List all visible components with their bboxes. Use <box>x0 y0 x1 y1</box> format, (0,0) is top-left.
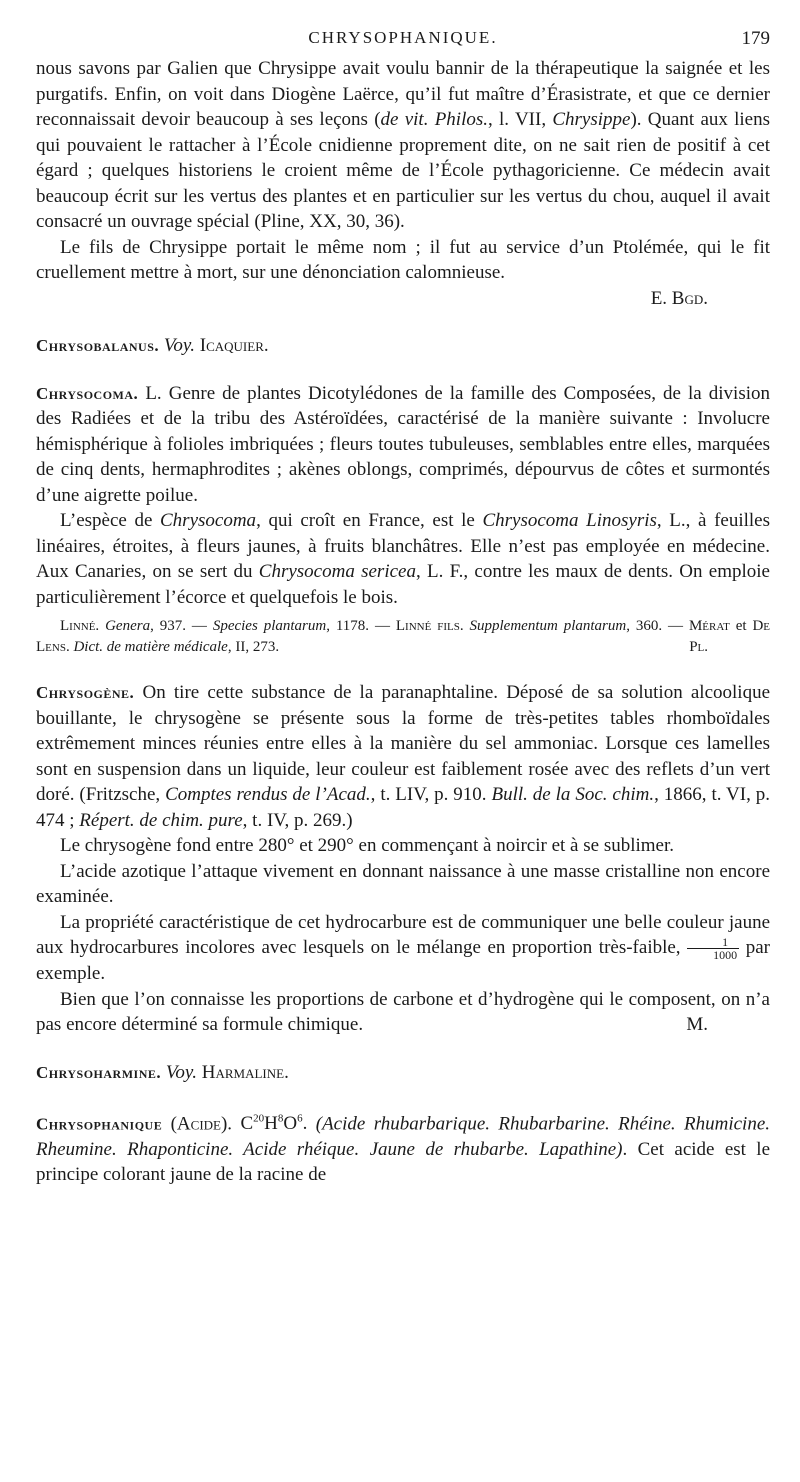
entry-chrysobalanus <box>36 333 770 359</box>
text: , qui croît en France, est le <box>256 510 483 531</box>
text: ). Quant aux liens qui pouvaient le rattacher à l’École cnidienne proprement dite, on ne sait rien de positif à cet égard ; quelques historiens le croient même de l’École pythagoricienne. Ce médecin avait beaucoup écrit sur les vertus des plantes et en particulier sur les vertus du chou, auquel il avait consacré un ouvrage spécial (Pline, XX, 30, 36). <box>36 109 771 232</box>
taxon: Chrysocoma sericea <box>258 561 416 582</box>
text: , L. F., contre les maux de dents. On emploie particulièrement l’écorce et quelquefois le bois. <box>36 561 770 608</box>
reference-title: Chrysippe <box>552 109 631 130</box>
headword: Chrysocoma. <box>36 383 139 403</box>
fraction-denominator: 1000 <box>713 948 738 963</box>
reference-title: de vit. Philos. <box>380 109 489 130</box>
entry-paragraph <box>36 910 770 987</box>
cross-reference: Harmaline. <box>201 1061 289 1083</box>
text: nous savons par Galien que Chrysippe avait voulu bannir de la thérapeutique la saignée et les purgatifs. Enfin, on voit dans Diogène Laërce, qu’il fut maître d’Érasistrate, et que ce dernier reconnaissait devoir beaucoup à ses leçons ( <box>36 58 770 130</box>
text: , 1178. — <box>326 618 396 634</box>
ref-author: Mérat <box>688 618 730 634</box>
text: L’espèce de <box>60 510 160 531</box>
fraction-numerator: 1 <box>687 936 739 949</box>
text: , t. IV, p. 269.) <box>242 809 353 831</box>
running-header <box>36 28 770 56</box>
text: 8 <box>277 1113 284 1126</box>
author-signature: E. Bgd. <box>650 287 708 309</box>
text: La propriété caractéristique de cet hydrocarbure est de communiquer une belle couleur jaune aux hydrocarbures incolores avec lesquels on le mélange en proportion très-faible, <box>36 911 770 958</box>
entry-paragraph <box>36 1107 770 1188</box>
running-title: CHRYSOPHANIQUE. <box>308 28 498 47</box>
text: , t. LIV, p. 910. <box>370 784 492 805</box>
entry-chrysophanique <box>36 1107 770 1188</box>
entry-chrysoharmine <box>36 1060 770 1086</box>
ref-title: Species plantarum <box>212 618 327 634</box>
text: , L., à feuilles linéaires, étroites, à fleurs jaunes, à fruits blanchâtres. Elle n’est pas employée en médecine. Aux Canaries, on se sert du <box>36 510 770 582</box>
text: par exemple. <box>36 937 770 985</box>
text: O <box>283 1113 298 1135</box>
reference-title: Bull. de la Soc. chim. <box>491 784 655 805</box>
taxon: Chrysocoma Linosyris <box>482 510 657 531</box>
author-signature: Pl. <box>689 639 708 655</box>
entry-chrysocoma <box>36 381 770 659</box>
ref-title: Supplementum plantarum <box>469 618 627 634</box>
entry-paragraph <box>36 508 770 610</box>
text: , II, 273. <box>227 639 280 655</box>
text: et <box>729 618 753 634</box>
headword: Chrysogène. <box>36 683 135 702</box>
entry-paragraph <box>36 381 770 509</box>
voy-label: Voy. <box>165 1061 198 1083</box>
reference-title: Comptes rendus de l’Acad. <box>165 784 371 805</box>
entry-paragraph: L’acide azotique l’attaque vivement en donnant naissance à une masse cristalline non encore examinée. <box>36 860 770 907</box>
text: L. Genre de plantes Dicotylédones de la famille des Composées, de la division des Radiées et de la tribu des Astéroïdées, caractérisé de la manière suivante : Involucre hémisphérique à folioles imbriquées ; fleurs toutes tubuleuses, semblables entre elles, marquées de cinq dents, hermaphrodites ; akènes oblongs, comprimés, dépourvus de côtes et surmontés d’une aigrette poilue. <box>36 382 771 506</box>
intro-paragraph-1 <box>36 56 770 235</box>
text: Bien que l’on connaisse les proportions de carbone et d’hydrogène qui le composent, on n’a pas encore déterminé sa formule chimique. <box>36 988 770 1036</box>
ref-author: Linné. <box>60 618 100 634</box>
voy-label: Voy. <box>163 335 196 356</box>
headword: Chrysoharmine. <box>36 1062 162 1082</box>
entry-paragraph: Le chrysogène fond entre 280° et 290° en commençant à noircir et à se sublimer. <box>60 835 675 856</box>
entry-paragraph <box>36 680 770 833</box>
ref-title: Dict. de matière médicale <box>73 639 228 655</box>
bibliography <box>36 616 770 658</box>
headword: Chrysophanique <box>36 1114 163 1134</box>
text: . Cet acide est le principe colorant jaune de la racine de <box>36 1138 771 1186</box>
headword-qualifier: (Acide). <box>170 1113 233 1135</box>
text: , 1866, t. VI, p. 474 ; <box>36 784 771 831</box>
fraction <box>687 936 739 961</box>
entry-chrysogene <box>36 680 770 1038</box>
entry-paragraph <box>36 987 770 1038</box>
text: , l. VII, <box>488 109 553 130</box>
chemical-formula <box>240 1113 307 1134</box>
ref-author: Linné fils. <box>395 618 464 634</box>
text: On tire cette substance de la paranaphtaline. Déposé de sa solution alcoolique bouillante, le chrysogène se présente sous la forme de très-petites tables rhomboïdales extrêmement minces réunies entre elles à la manière du sel ammoniac. Lorsque ces lamelles sont en suspension dans un liquide, leur couleur est faiblement rosée avec des reflets d’un vert doré. (Fritzsche, <box>36 682 770 805</box>
ref-author: De Lens. <box>36 618 770 655</box>
author-signature: M. <box>686 1014 708 1036</box>
synonyms: (Acide rhubarbarique. Rhubarbarine. Rhéine. Rhumicine. Rheumine. Rhaponticine. Acide rhéique. Jaune de rhubarbe. Lapathine) <box>36 1113 771 1160</box>
taxon: Chrysocoma <box>160 510 257 531</box>
headword: Chrysobalanus. <box>36 336 160 355</box>
text: , 937. — <box>150 618 213 634</box>
text: , 360. — <box>626 618 689 634</box>
text: 6 <box>297 1113 303 1126</box>
cross-reference: Icaquier. <box>199 335 269 356</box>
text: 20 <box>253 1113 265 1126</box>
text: C <box>240 1113 254 1135</box>
ref-title: Genera <box>105 618 151 634</box>
intro-paragraph-2: Le fils de Chrysippe portait le même nom ; il fut au service d’un Ptolémée, qui le fit cruellement mettre à mort, sur une dénonciation calomnieuse. <box>36 236 770 283</box>
text: . <box>302 1113 308 1135</box>
dictionary-page <box>36 28 770 1188</box>
reference-title: Répert. de chim. pure <box>79 809 243 831</box>
intro-section <box>36 56 770 311</box>
page-number: 179 <box>741 28 770 49</box>
text: H <box>264 1113 278 1135</box>
